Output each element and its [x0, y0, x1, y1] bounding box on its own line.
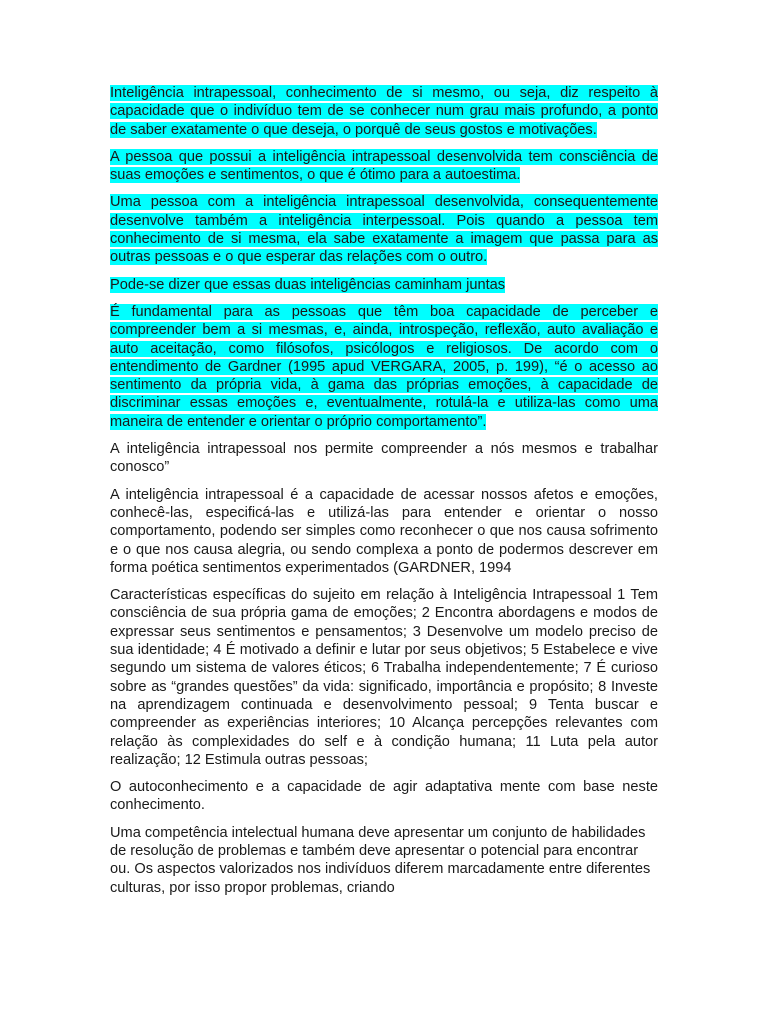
paragraph-capacity-access: A inteligência intrapessoal é a capacidade de acessar nossos afetos e emoções, conhecê-las, especificá-las e utilizá-las para entender e orientar o nosso comportamento, podendo ser simples como reconhecer o que nos causa sofrimento e o que nos causa alegria, ou sendo complexa a ponto de podermos descrever em forma poética sentimentos experimentados (GARDNER, 1994: [110, 486, 658, 576]
paragraph-interpersonal-link: [110, 193, 658, 266]
paragraph-walk-together: [110, 276, 658, 294]
paragraph-characteristics-list: Características específicas do sujeito em relação à Inteligência Intrapessoal 1 Tem consciência de sua própria gama de emoções; 2 Encontra abordagens e modos de expressar seus sentimentos e pensamentos; 3 Desenvolve um modelo preciso de sua identidade; 4 É motivado a definir e lutar por seus objetivos; 5 Estabelece e vive segundo um sistema de valores éticos; 6 Trabalha independentemente; 7 É curioso sobre as “grandes questões” da vida: significado, importância e propósito; 8 Investe na aprendizagem continuada e desenvolvimento pessoal; 9 Tenta buscar e compreender as experiências interiores; 10 Alcança percepções relevantes com relação às complexidades do self e à condição humana; 11 Luta pela autor realização; 12 Estimula outras pessoas;: [110, 587, 658, 768]
highlighted-text: Inteligência intrapessoal, conhecimento de si mesmo, ou seja, diz respeito à capacidade que o indivíduo tem de se conhecer num grau mais profundo, a ponto de saber exatamente o que deseja, o porquê de seus gostos e motivações.: [110, 85, 658, 138]
highlighted-text: Pode-se dizer que essas duas inteligências caminham juntas: [110, 276, 506, 293]
highlighted-text: É fundamental para as pessoas que têm boa capacidade de perceber e compreender bem a si mesmas, e, ainda, introspeção, reflexão, auto avaliação e auto aceitação, como filósofos, psicólogos e religiosos. De acordo com o entendimento de Gardner (1995 apud VERGARA, 2005, p. 199), “é o acesso ao sentimento da própria vida, à gama das próprias emoções, à capacidade de discriminar essas emoções e, eventualmente, rotulá-la e utiliza-las como uma maneira de entender e orientar o próprio comportamento”.: [110, 303, 658, 430]
paragraph-intellectual-competence: Uma competência intelectual humana deve apresentar um conjunto de habilidades de resolução de problemas e também deve apresentar o potencial para encontrar ou. Os aspectos valorizados nos indivíduos diferem marcadamente entre diferentes culturas, por isso propor problemas, criando: [110, 824, 651, 896]
paragraph-gardner-quote: [110, 303, 658, 431]
paragraph-understand-ourselves: A inteligência intrapessoal nos permite compreender a nós mesmos e trabalhar conosco”: [110, 441, 658, 476]
paragraph-emotional-awareness: [110, 148, 658, 185]
highlighted-text: Uma pessoa com a inteligência intrapessoal desenvolvida, consequentemente desenvolve também a inteligência interpessoal. Pois quando a pessoa tem conhecimento de si mesma, ela sabe exatamente a imagem que passa para as outras pessoas e o que esperar das relações com o outro.: [110, 194, 658, 266]
document-page: [110, 84, 658, 906]
paragraph-intrapersonal-definition: [110, 84, 658, 139]
highlighted-text: A pessoa que possui a inteligência intrapessoal desenvolvida tem consciência de suas emoções e sentimentos, o que é ótimo para a autoestima.: [110, 148, 658, 184]
paragraph-self-knowledge: O autoconhecimento e a capacidade de agir adaptativa mente com base neste conhecimento.: [110, 779, 658, 814]
